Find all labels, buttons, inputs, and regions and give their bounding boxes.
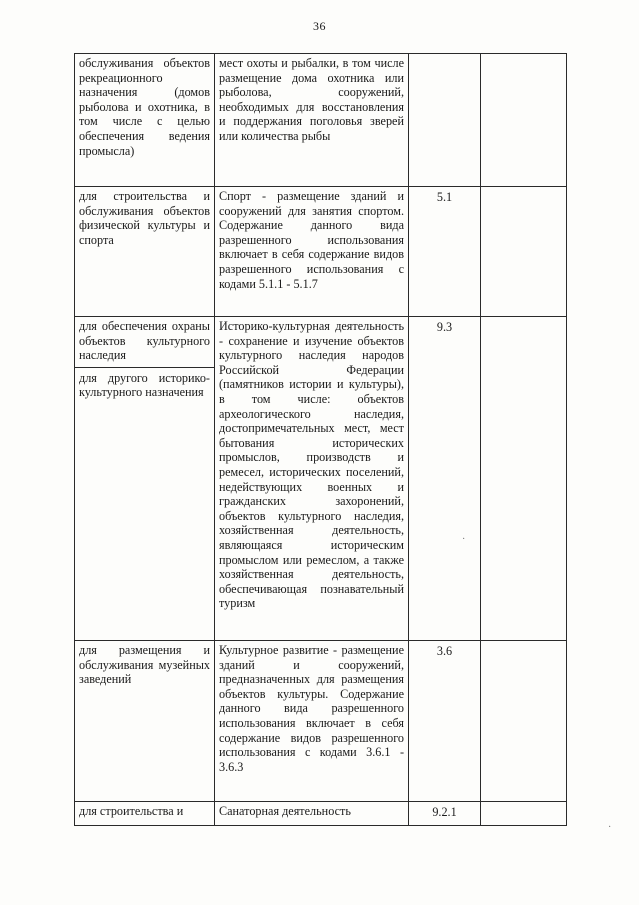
- row-empty-cell: [481, 802, 567, 826]
- table-row: [75, 54, 567, 187]
- land-use-table: [74, 53, 567, 826]
- row-description-cell: Спорт - размещение зданий и сооружений для занятия спортом. Содержание данного вида разрешенного использования включает в себя содержание видов разрешенного использования с кодами 5.1.1 - 5.1.7: [215, 187, 409, 317]
- row-empty-cell: [481, 54, 567, 187]
- table-row: [75, 641, 567, 802]
- row-code-cell: [409, 54, 481, 187]
- scan-speck-mark: ·: [608, 822, 612, 833]
- row-empty-cell: [481, 317, 567, 641]
- row-description-cell: мест охоты и рыбалки, в том числе размещение дома охотника или рыболова, сооружений, необходимых для восстановления и поддержания поголовья зверей или количества рыбы: [215, 54, 409, 187]
- row-name-cell: для строительства и: [75, 802, 215, 826]
- row-name-cell: [75, 317, 215, 641]
- table-row: [75, 802, 567, 826]
- row-code-cell: 5.1: [409, 187, 481, 317]
- row-code-cell: 9.2.1: [409, 802, 481, 826]
- row-empty-cell: [481, 187, 567, 317]
- row-description-cell: Санаторная деятельность: [215, 802, 409, 826]
- table-row: [75, 187, 567, 317]
- row-empty-cell: [481, 641, 567, 802]
- table-row: [75, 317, 567, 641]
- row-name-secondary: для другого историко-культурного назначения: [75, 367, 214, 400]
- row-name-cell: обслуживания объектов рекреационного назначения (домов рыболова и охотника, в том числе с целью обеспечения ведения промысла): [75, 54, 215, 187]
- row-name-cell: для размещения и обслуживания музейных заведений: [75, 641, 215, 802]
- scan-speck-mark: ·: [462, 534, 466, 545]
- row-name-primary: для обеспечения охраны объектов культурного наследия: [79, 319, 210, 363]
- row-description-cell: Культурное развитие - размещение зданий и сооружений, предназначенных для размещения объектов культуры. Содержание данного вида разрешенного использования включает в себя содержание видов разрешенного использования с кодами 3.6.1 - 3.6.3: [215, 641, 409, 802]
- page-number: 36: [313, 19, 326, 33]
- row-description-cell: Историко-культурная деятельность - сохранение и изучение объектов культурного наследия народов Российской Федерации (памятников истории и культуры), в том числе: объектов археологического наследия, достопримечательных мест, мест бытования исторических промыслов, производств и ремесел, исторических поселений, недействующих военных и гражданских захоронений, объектов культурного наследия, хозяйственная деятельность, являющаяся историческим промыслом или ремеслом, а также хозяйственная деятельность, обеспечивающая познавательный туризм: [215, 317, 409, 641]
- row-code-cell: 9.3: [409, 317, 481, 641]
- row-name-cell: для строительства и обслуживания объектов физической культуры и спорта: [75, 187, 215, 317]
- row-code-cell: 3.6: [409, 641, 481, 802]
